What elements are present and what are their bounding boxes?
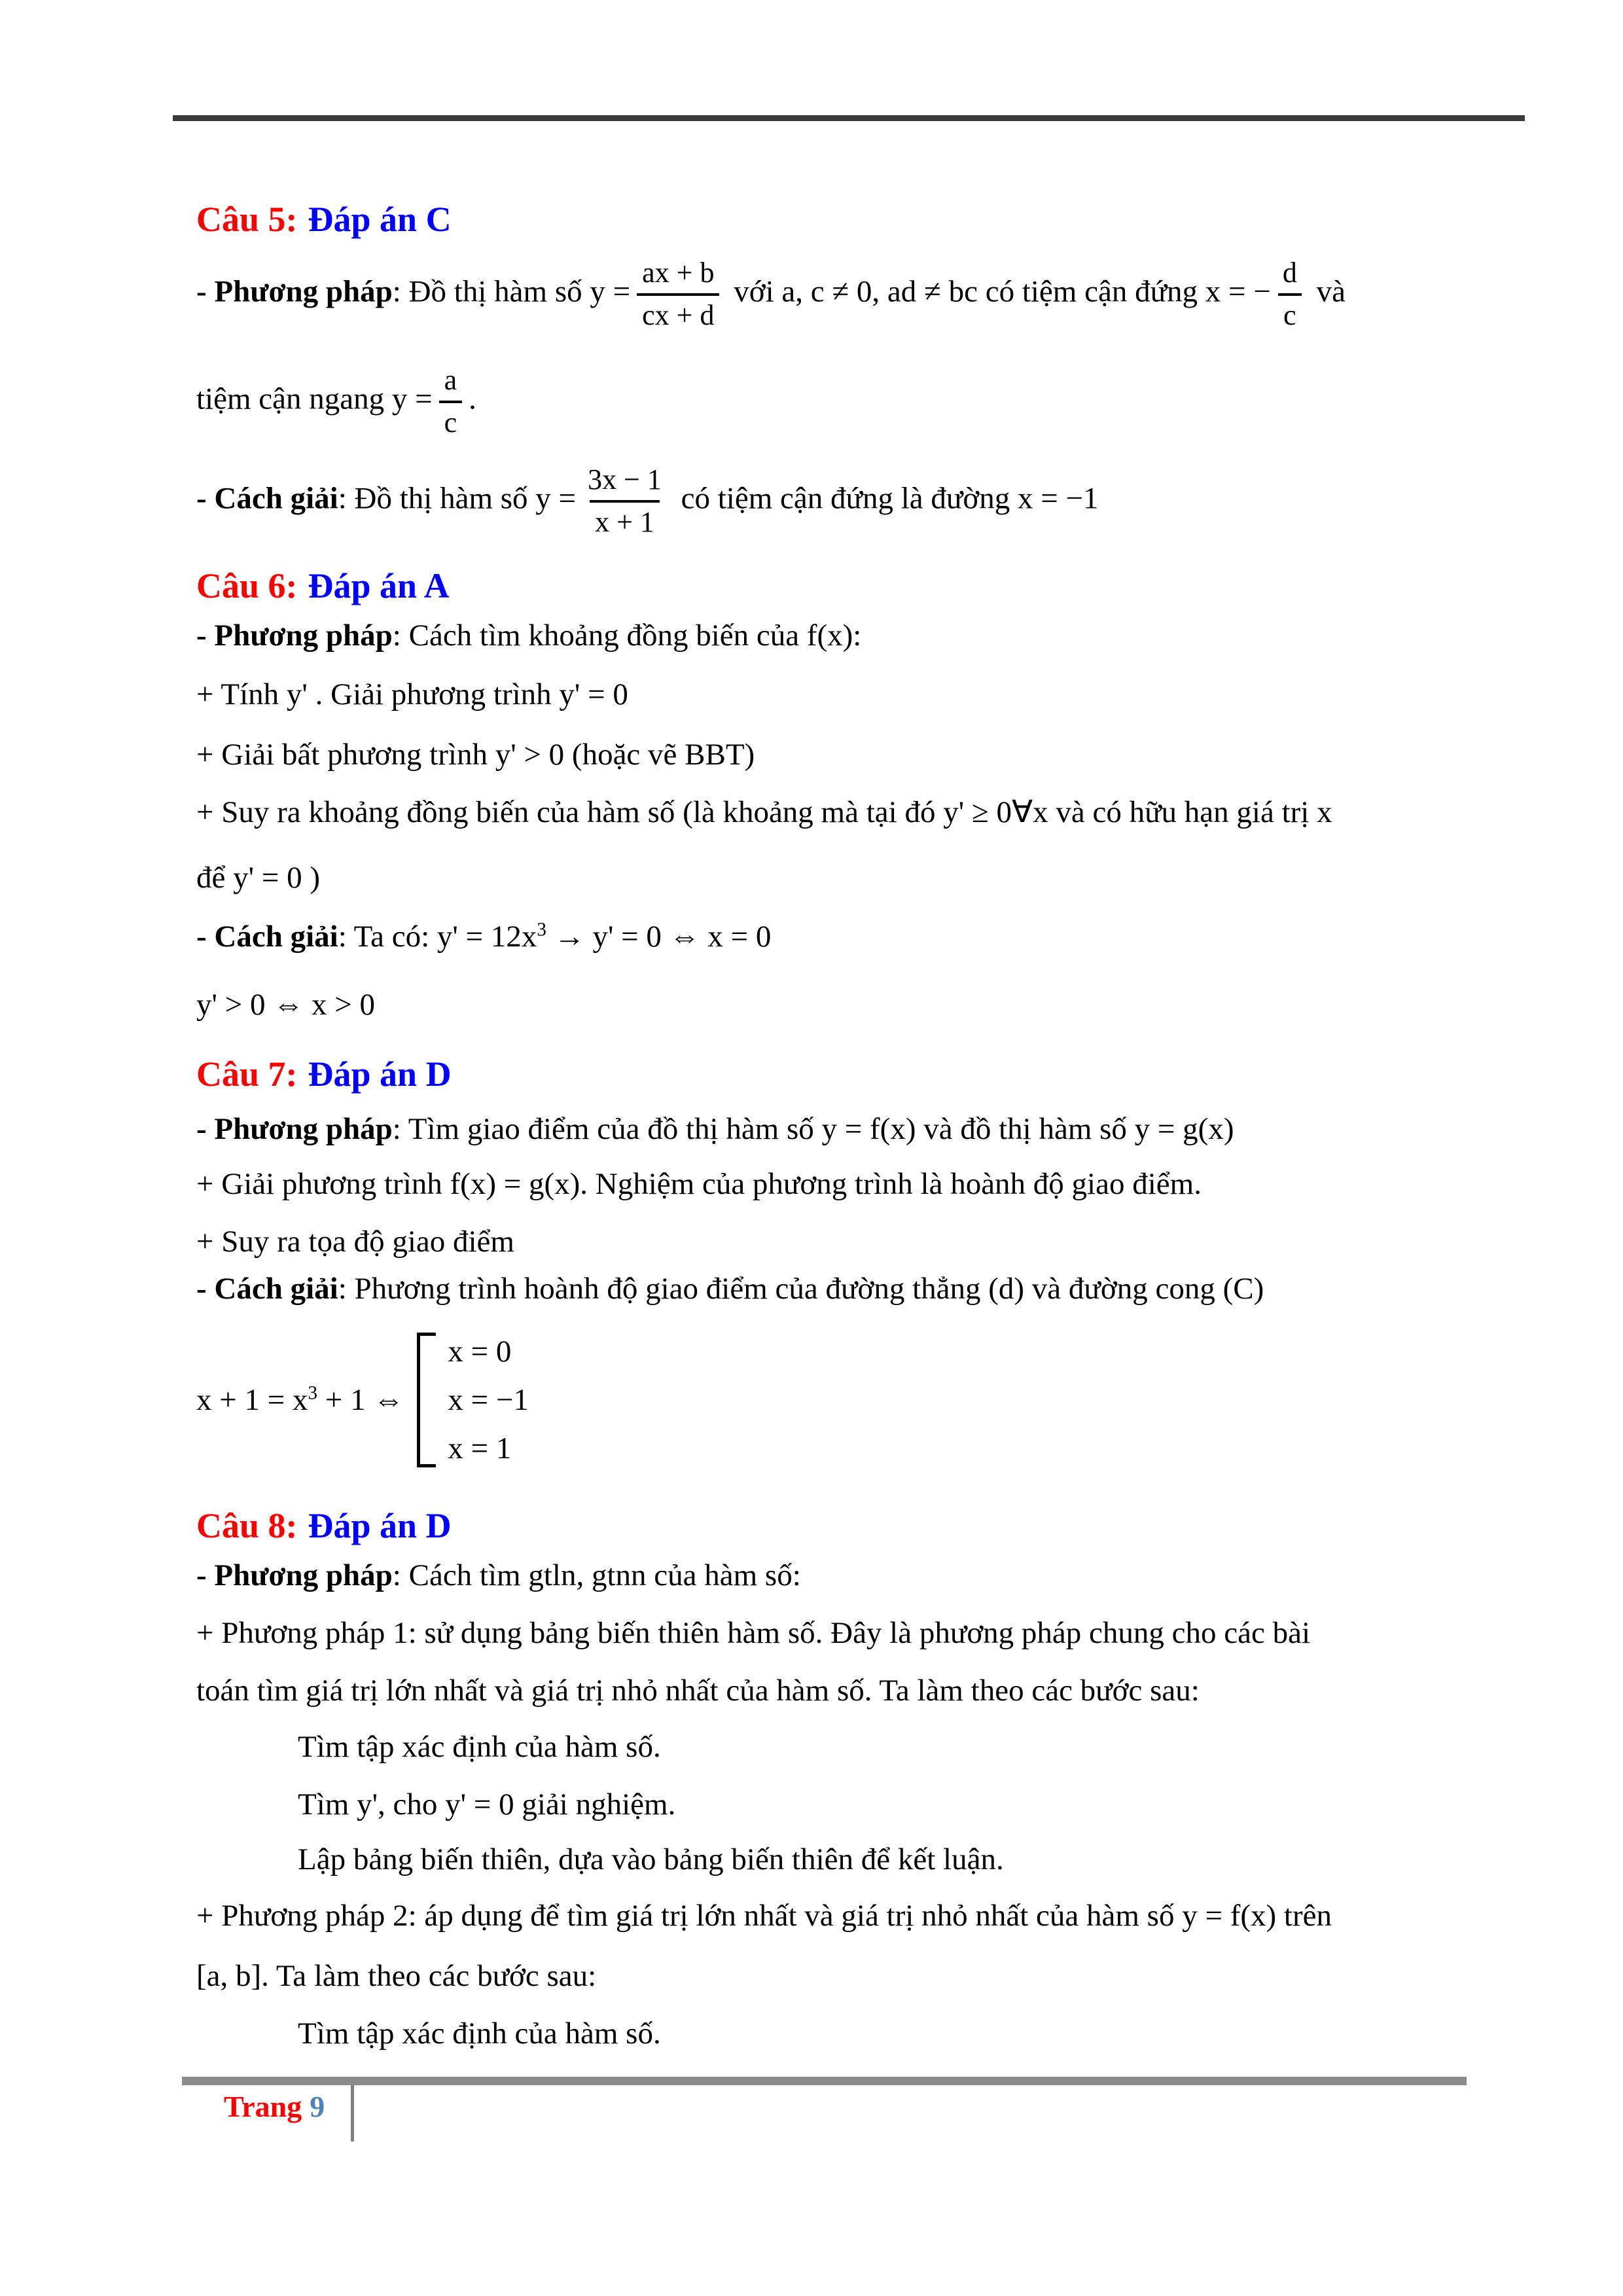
q5-method-post: và xyxy=(1308,274,1346,309)
q6-method-label: - Phương pháp xyxy=(196,619,393,653)
q5-fraction-3x1-x1: $\frac{3x - 1}{x + 1}$ xyxy=(588,463,662,538)
q7-method-line xyxy=(196,1110,1234,1149)
q8-method-line xyxy=(196,1556,801,1595)
q7-cases-lhs: $x + 1 = x^3 + 1$ ⇔ xyxy=(196,1382,404,1417)
q8-p2-line1: + Phương pháp 2: áp dụng để tìm giá trị lớn nhất và giá trị nhỏ nhất của hàm số y = f(x) trên xyxy=(196,1899,1332,1933)
q8-question-label: Câu 8: xyxy=(196,1506,298,1545)
q8-method-label: - Phương pháp xyxy=(196,1558,393,1592)
q5-solution-label: - Cách giải xyxy=(196,481,338,516)
q6-exponent: 3 xyxy=(537,919,546,941)
q5-solution-pre: : Đồ thị hàm số xyxy=(338,481,536,516)
q7-solution-label: - Cách giải xyxy=(196,1272,338,1306)
q5-solution-post: có tiệm cận đứng là đường xyxy=(673,481,1018,516)
case-row-2: x = −1 xyxy=(448,1383,529,1417)
q7-heading xyxy=(196,1052,452,1097)
q7-solution-text: : Phương trình hoành độ giao điểm của đường thẳng (d) và đường cong (C) xyxy=(338,1272,1264,1306)
header-rule xyxy=(173,115,1525,121)
q5-fraction-axb-cxd: $\frac{ax + b}{cx + d}$ xyxy=(637,257,719,332)
q6-method-text: : Cách tìm khoảng đồng biến của f(x): xyxy=(392,619,862,653)
q5-line2-pre: tiệm cận ngang xyxy=(196,382,392,416)
q5-formula-x: x = − xyxy=(1205,274,1271,309)
q7-step2: + Suy ra tọa độ giao điểm xyxy=(196,1225,514,1259)
q5-heading xyxy=(196,198,452,242)
footer-page-number: 9 xyxy=(310,2090,325,2123)
q6-solution-expr-b: → y' = 0 ⇔ x = 0 xyxy=(546,920,772,954)
q5-method-cond: a, c ≠ 0, ad ≠ bc xyxy=(781,274,978,309)
q7-cases-equation xyxy=(196,1333,529,1467)
q5-method-label: - Phương pháp xyxy=(196,274,393,309)
cases-rows xyxy=(436,1333,529,1467)
q5-formula-y: y = xyxy=(590,274,631,309)
q7-exponent: 3 xyxy=(308,1382,318,1404)
q8-p2-line2: [a, b]. Ta làm theo các bước sau: xyxy=(196,1959,597,1993)
q5-asymptote-line xyxy=(196,364,476,439)
q7-step1: + Giải phương trình f(x) = g(x). Nghiệm của phương trình là hoành độ giao điểm. xyxy=(196,1167,1202,1201)
q8-answer-label: Đáp án D xyxy=(308,1506,452,1545)
q5-line2-y: y = xyxy=(391,382,433,416)
q8-p2-step1: Tìm tập xác định của hàm số. xyxy=(298,2017,661,2051)
q6-step2: + Giải bất phương trình y' > 0 (hoặc vẽ BBT) xyxy=(196,738,755,772)
q6-solution-pre: : Ta có: xyxy=(338,920,437,954)
q6-step1: + Tính y' . Giải phương trình y' = 0 xyxy=(196,677,628,711)
q5-method-mid: với xyxy=(726,274,782,309)
q6-solution-label: - Cách giải xyxy=(196,920,338,954)
q5-fraction-d-c: $\frac{d}{c}$ xyxy=(1277,257,1302,332)
q6-step3: + Suy ra khoảng đồng biến của hàm số (là khoảng mà tại đó y' ≥ 0∀x và có hữu hạn giá trị x xyxy=(196,795,1332,829)
q7-method-text: : Tìm giao điểm của đồ thị hàm số y = f(x) và đồ thị hàm số y = g(x) xyxy=(392,1112,1234,1146)
cases-bracket xyxy=(417,1333,436,1467)
q5-solution-line xyxy=(196,463,1099,539)
q8-p1-line2: toán tìm giá trị lớn nhất và giá trị nhỏ nhất của hàm số. Ta làm theo các bước sau: xyxy=(196,1674,1200,1708)
case-row-3: x = 1 xyxy=(448,1431,512,1465)
q8-p1-step2: Tìm y', cho y' = 0 giải nghiệm. xyxy=(298,1787,676,1821)
q5-question-label: Câu 5: xyxy=(196,200,298,239)
q6-method-line xyxy=(196,617,861,655)
q5-line2-post: . xyxy=(469,382,476,416)
q5-solution-eq: x = −1 xyxy=(1017,481,1099,516)
q5-method-pre: : Đồ thị hàm số xyxy=(392,274,590,309)
q5-method-line xyxy=(196,257,1346,332)
q6-solution2: y' > 0 ⇔ x > 0 xyxy=(196,988,375,1022)
footer-divider xyxy=(351,2085,354,2142)
case-row-1: x = 0 xyxy=(448,1335,512,1369)
q5-method-mid2: có tiệm cận đứng xyxy=(977,274,1205,309)
footer-rule xyxy=(182,2077,1467,2085)
q8-method-text: : Cách tìm gtln, gtnn của hàm số: xyxy=(392,1558,801,1592)
q8-p1-step3: Lập bảng biến thiên, dựa vào bảng biến thiên để kết luận. xyxy=(298,1842,1004,1876)
q6-solution-expr-a: y' = 12x xyxy=(437,920,537,954)
q5-solution-y: y = xyxy=(535,481,577,516)
q6-step3-cont: để y' = 0 ) xyxy=(196,861,320,895)
footer-page-label xyxy=(224,2089,325,2124)
q8-heading xyxy=(196,1504,452,1549)
q6-heading xyxy=(196,564,450,609)
q7-solution-line xyxy=(196,1270,1264,1308)
footer-trang-label: Trang xyxy=(224,2090,302,2123)
q8-p1-step1: Tìm tập xác định của hàm số. xyxy=(298,1730,661,1764)
q5-answer-label: Đáp án C xyxy=(308,200,452,239)
q6-solution-line xyxy=(196,918,771,956)
q7-answer-label: Đáp án D xyxy=(308,1054,452,1094)
q7-question-label: Câu 7: xyxy=(196,1054,298,1094)
q8-p1-line1: + Phương pháp 1: sử dụng bảng biến thiên hàm số. Đây là phương pháp chung cho các bài xyxy=(196,1616,1311,1650)
q5-fraction-a-c: $\frac{a}{c}$ xyxy=(439,364,463,439)
q7-method-label: - Phương pháp xyxy=(196,1112,393,1146)
q6-question-label: Câu 6: xyxy=(196,566,298,605)
q6-answer-label: Đáp án A xyxy=(308,566,450,605)
